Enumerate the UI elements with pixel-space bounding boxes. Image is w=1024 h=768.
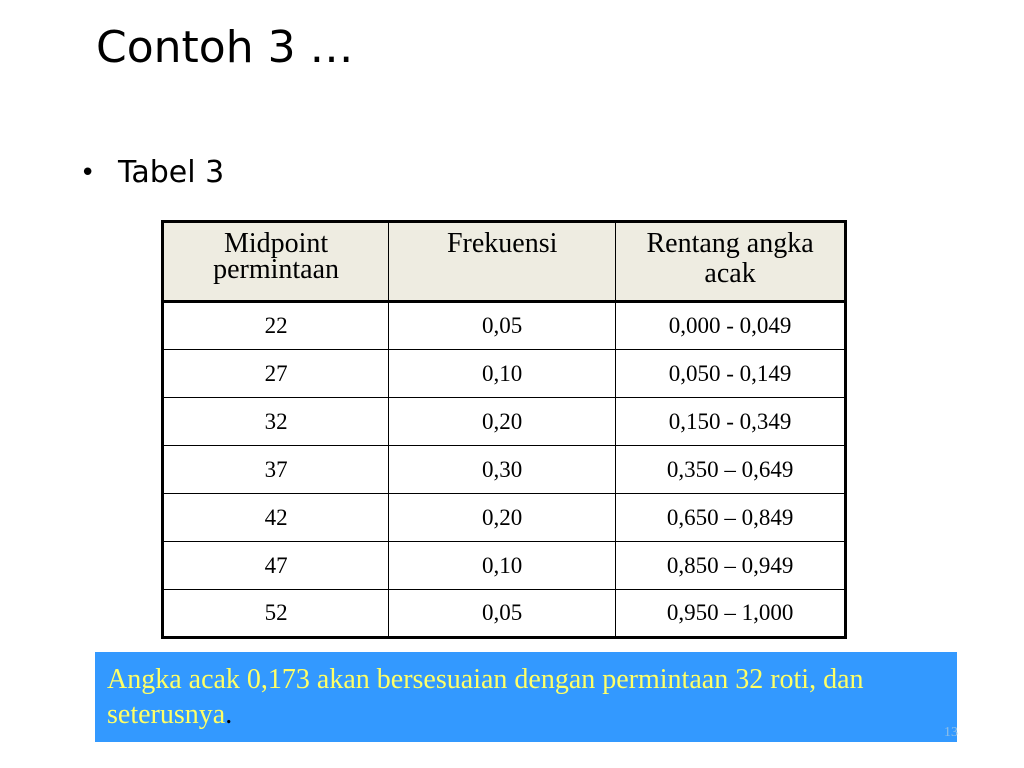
table-row [163,590,846,638]
table-row [163,494,846,542]
cell-midpoint: 42 [163,494,389,542]
bullet-text: Tabel 3 [118,155,225,190]
cell-frekuensi: 0,30 [389,446,616,494]
cell-midpoint: 52 [163,590,389,638]
cell-midpoint: 47 [163,542,389,590]
explanation-text: Angka acak 0,173 akan bersesuaian dengan permintaan 32 roti, dan seterusnya [107,664,864,730]
page-number: 13 [944,725,958,740]
cell-frekuensi: 0,05 [389,302,616,350]
cell-midpoint: 32 [163,398,389,446]
cell-frekuensi: 0,20 [389,398,616,446]
header-frekuensi: Frekuensi [389,222,616,302]
frequency-table [161,220,847,639]
table-row [163,398,846,446]
cell-frekuensi: 0,05 [389,590,616,638]
cell-frekuensi: 0,20 [389,494,616,542]
cell-rentang: 0,850 – 0,949 [616,542,846,590]
slide-title: Contoh 3 … [96,22,354,73]
header-midpoint: Midpoint permintaan [163,222,389,302]
bullet-dot-icon: • [80,157,96,188]
cell-midpoint: 37 [163,446,389,494]
table-row [163,302,846,350]
cell-rentang: 0,950 – 1,000 [666,600,794,625]
cell-rentang: 0,050 - 0,149 [616,350,846,398]
cell-midpoint: 22 [163,302,389,350]
cell-rentang: 0,150 - 0,349 [616,398,846,446]
cell-midpoint: 27 [163,350,389,398]
cell-rentang: 0,350 – 0,649 [616,446,846,494]
table-row [163,542,846,590]
table-row [163,446,846,494]
cell-frekuensi: 0,10 [389,350,616,398]
cell-frekuensi: 0,10 [389,542,616,590]
cell-rentang: 0,000 - 0,049 [616,302,846,350]
cell-rentang: 0,650 – 0,849 [616,494,846,542]
explanation-box [95,652,957,742]
header-rentang: Rentang angka acak [616,222,846,302]
table-header-row [163,222,846,302]
bullet-item [80,155,224,190]
explanation-end-punct: . [225,699,233,730]
table-row [163,350,846,398]
